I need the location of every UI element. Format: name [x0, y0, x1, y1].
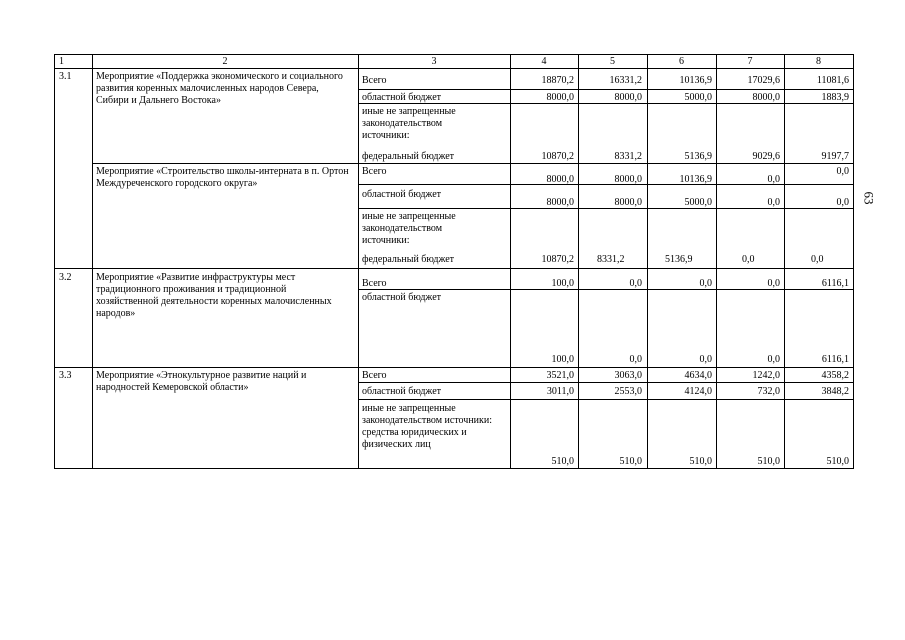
value-cell: 5136,9	[665, 254, 693, 265]
value-cell: 8000,0	[752, 92, 780, 103]
value-cell: 10136,9	[679, 174, 712, 185]
row-number: 3.3	[59, 370, 72, 381]
value-cell: 0,0	[767, 278, 780, 289]
header-col-5: 5	[610, 56, 615, 67]
value-cell: 0,0	[767, 174, 780, 185]
value-cell: 8000,0	[614, 92, 642, 103]
source-label: Всего	[362, 370, 387, 381]
value-cell: 0,0	[836, 166, 849, 177]
source-label: областной бюджет	[362, 92, 442, 103]
row-number: 3.1	[59, 71, 72, 82]
value-cell: 0,0	[629, 278, 642, 289]
source-label: иные не запрещенные законодательством источники:	[362, 211, 456, 246]
source-label: Всего	[362, 166, 387, 177]
measure-name: Мероприятие «Строительство школы-интерната в п. Ортон Междуреченского городского округа»	[96, 166, 349, 189]
value-cell: 6116,1	[821, 354, 849, 365]
measure-name: Мероприятие «Этнокультурное развитие наций и народностей Кемеровской области»	[96, 370, 307, 393]
value-cell: 10870,2	[541, 254, 574, 265]
value-cell: 3848,2	[821, 386, 849, 397]
value-cell: 11081,6	[816, 75, 849, 86]
value-cell: 8000,0	[546, 197, 574, 208]
value-cell: 8000,0	[546, 92, 574, 103]
measure-name: Мероприятие «Развитие инфраструктуры мест традиционного проживания и традиционной хозяйственной деятельности коренных малочисленных народов»	[96, 272, 332, 319]
value-cell: 4634,0	[684, 370, 712, 381]
value-cell: 8000,0	[546, 174, 574, 185]
value-cell: 4124,0	[684, 386, 712, 397]
source-label: иные не запрещенные законодательством источники:	[362, 106, 456, 141]
value-cell: 510,0	[689, 456, 712, 467]
value-cell: 4358,2	[821, 370, 849, 381]
value-cell: 3011,0	[546, 386, 574, 397]
header-col-8: 8	[816, 56, 821, 67]
value-cell: 0,0	[811, 254, 824, 265]
value-cell: 18870,2	[541, 75, 574, 86]
value-cell: 510,0	[619, 456, 642, 467]
value-cell: 1883,9	[821, 92, 849, 103]
header-col-2: 2	[222, 56, 228, 67]
source-label: Всего	[362, 278, 387, 289]
row-number: 3.2	[59, 272, 72, 283]
source-label: иные не запрещенные законодательством источники: средства юридических и физических лиц	[362, 403, 493, 450]
value-cell: 8000,0	[614, 174, 642, 185]
value-cell: 100,0	[551, 278, 574, 289]
header-col-3: 3	[431, 56, 437, 67]
value-cell: 0,0	[742, 254, 755, 265]
value-cell: 16331,2	[609, 75, 642, 86]
value-cell: 17029,6	[747, 75, 780, 86]
value-cell: 0,0	[767, 197, 780, 208]
source-label: областной бюджет	[362, 292, 442, 303]
header-col-7: 7	[747, 56, 753, 67]
header-col-1: 1	[59, 56, 64, 67]
value-cell: 3521,0	[546, 370, 574, 381]
source-label: федеральный бюджет	[362, 151, 455, 162]
value-cell: 1242,0	[752, 370, 780, 381]
header-col-4: 4	[541, 56, 547, 67]
value-cell: 0,0	[699, 354, 712, 365]
value-cell: 3063,0	[614, 370, 642, 381]
value-cell: 510,0	[551, 456, 574, 467]
value-cell: 100,0	[551, 354, 574, 365]
value-cell: 9029,6	[752, 151, 780, 162]
value-cell: 0,0	[699, 278, 712, 289]
value-cell: 5136,9	[684, 151, 712, 162]
measure-name: Мероприятие «Поддержка экономического и социального развития коренных малочисленных народов Севера, Сибири и Дальнего Востока»	[96, 71, 343, 106]
source-label: федеральный бюджет	[362, 254, 455, 265]
source-label: областной бюджет	[362, 386, 442, 397]
source-label: областной бюджет	[362, 189, 442, 200]
value-cell: 2553,0	[614, 386, 642, 397]
value-cell: 10870,2	[541, 151, 574, 162]
value-cell: 8331,2	[597, 254, 625, 265]
value-cell: 10136,9	[679, 75, 712, 86]
header-col-6: 6	[679, 56, 684, 67]
value-cell: 5000,0	[684, 197, 712, 208]
page-number: 63	[861, 191, 877, 205]
value-cell: 0,0	[836, 197, 849, 208]
value-cell: 0,0	[767, 354, 780, 365]
value-cell: 0,0	[629, 354, 642, 365]
value-cell: 732,0	[757, 386, 780, 397]
value-cell: 6116,1	[821, 278, 849, 289]
value-cell: 8000,0	[614, 197, 642, 208]
source-label: Всего	[362, 75, 387, 86]
value-cell: 510,0	[757, 456, 780, 467]
value-cell: 5000,0	[684, 92, 712, 103]
value-cell: 9197,7	[821, 151, 849, 162]
value-cell: 8331,2	[614, 151, 642, 162]
value-cell: 510,0	[826, 456, 849, 467]
